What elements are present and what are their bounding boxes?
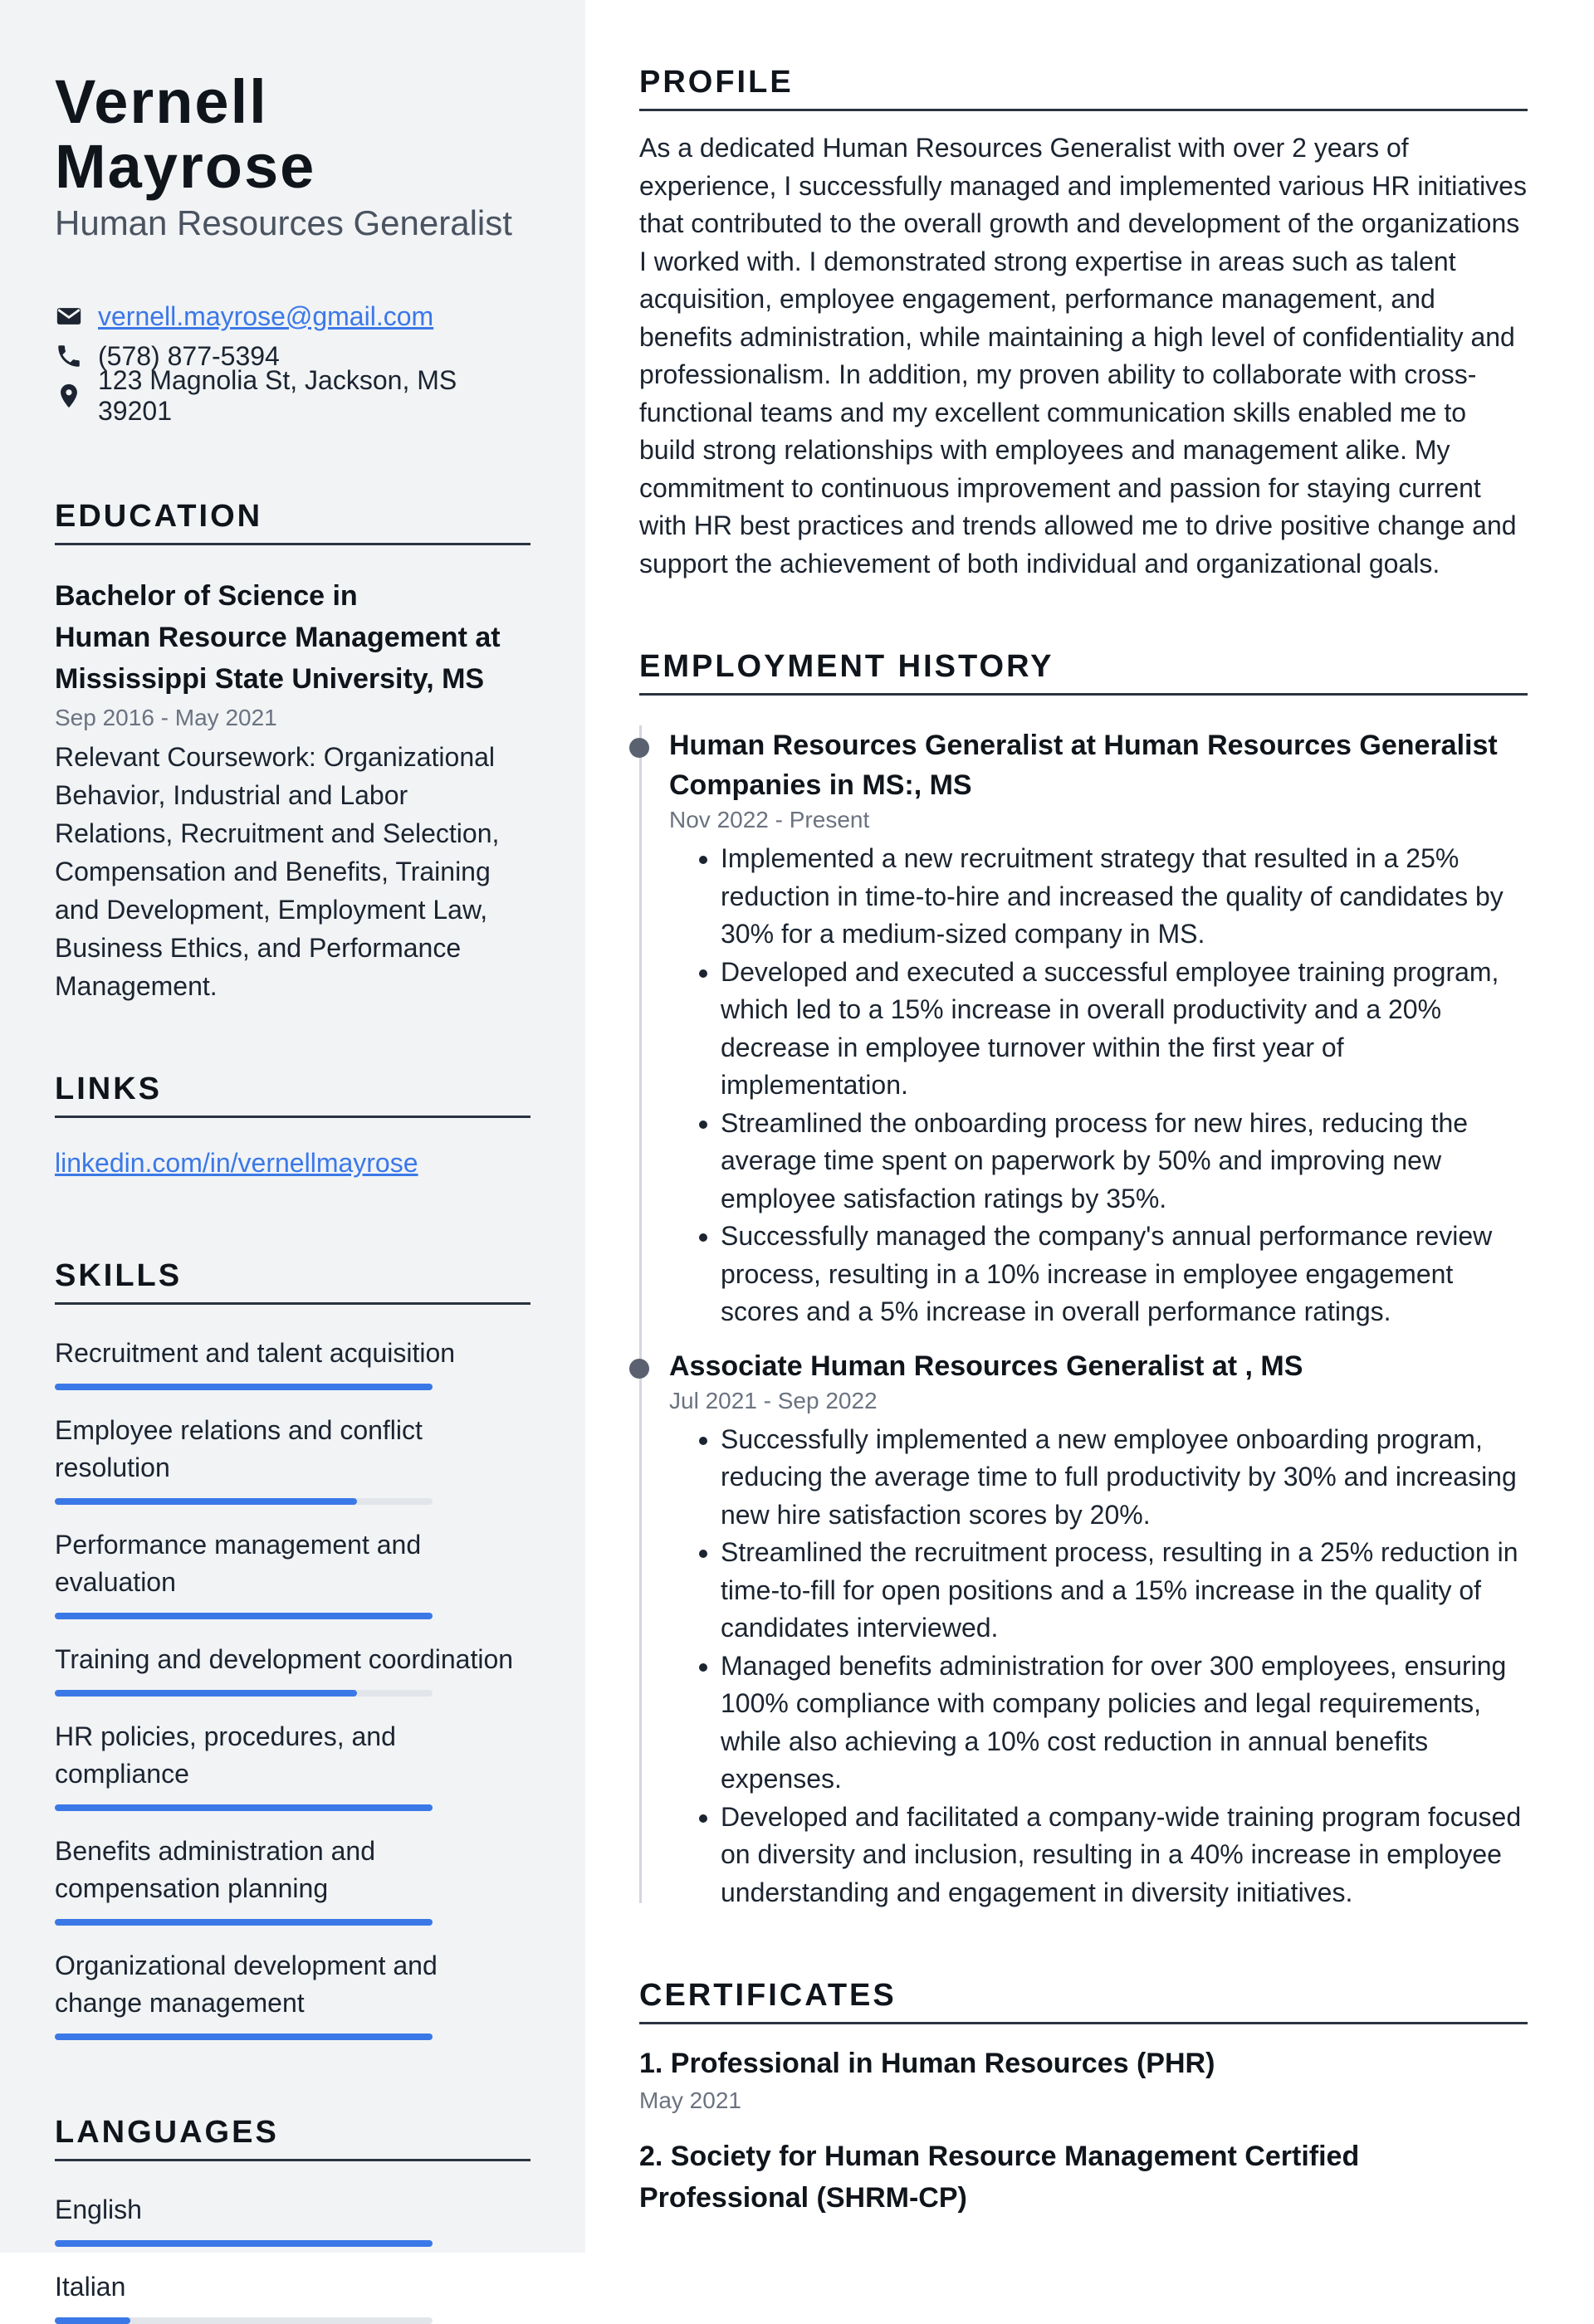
job-bullet-list: [669, 840, 1528, 1331]
level-bar-track: [55, 1804, 433, 1811]
level-bar-fill: [55, 2317, 130, 2324]
skills-list: [55, 1335, 531, 2040]
links-heading: LINKS: [55, 1072, 531, 1118]
skill-item: [55, 1526, 531, 1619]
degree-line-3: Mississippi State University, MS: [55, 663, 485, 696]
skills-heading: SKILLS: [55, 1258, 531, 1305]
job-entry: [669, 725, 1528, 1331]
languages-heading: LANGUAGES: [55, 2115, 531, 2161]
skill-item: [55, 1335, 531, 1390]
job-bullet: • Implemented a new recruitment strategy that resulted in a 25% reduction in time-to-hire and increased the quality of candidates by 30% for a medium-sized company in MS.: [721, 840, 1528, 954]
envelope-icon: [55, 302, 83, 330]
level-bar-track: [55, 1919, 433, 1926]
education-section: [55, 499, 531, 1005]
skill-name: Benefits administration and compensation planning: [55, 1836, 375, 1904]
degree-line-1: Bachelor of Science in: [55, 580, 358, 613]
job-bullet: • Streamlined the recruitment process, resulting in a 25% reduction in time-to-fill for open positions and a 15% increase in the quality of candidates interviewed.: [721, 1534, 1528, 1648]
level-bar-fill: [55, 2034, 433, 2040]
skill-name: Performance management and evaluation: [55, 1530, 422, 1598]
level-bar-fill: [55, 1498, 357, 1505]
profile-section: [639, 65, 1528, 583]
languages-list: [55, 2191, 531, 2324]
language-name: English: [55, 2195, 142, 2225]
timeline-line: [639, 725, 642, 1903]
job-entry: [669, 1346, 1528, 1912]
skill-item: [55, 1718, 531, 1811]
level-bar-track: [55, 2240, 433, 2247]
job-title: Associate Human Resources Generalist at , MS: [669, 1350, 1303, 1382]
job-bullet-list: [669, 1421, 1528, 1912]
map-pin-icon: [55, 382, 83, 410]
skill-name: HR policies, procedures, and compliance: [55, 1721, 396, 1789]
sidebar: [0, 0, 585, 2302]
timeline-dot: [629, 738, 649, 758]
language-item: [55, 2191, 531, 2247]
main-content: [585, 0, 1594, 2253]
linkedin-link[interactable]: linkedin.com/in/vernellmayrose: [55, 1148, 418, 1179]
certificates-heading: CERTIFICATES: [639, 1978, 1528, 2024]
language-name: Italian: [55, 2272, 126, 2302]
level-bar-fill: [55, 1384, 433, 1390]
certificate-date: May 2021: [639, 2087, 741, 2113]
candidate-title: Human Resources Generalist: [55, 203, 512, 243]
candidate-name: Vernell Mayrose: [55, 67, 316, 201]
links-section: [55, 1072, 531, 1179]
job-bullet: • Managed benefits administration for over 300 employees, ensuring 100% compliance with company policies and legal requirements, while also achieving a 10% cost reduction in annual benefits expenses.: [721, 1648, 1528, 1799]
certificate-title: 2. Society for Human Resource Management Certified Professional (SHRM-CP): [639, 2141, 1360, 2214]
email-link[interactable]: vernell.mayrose@gmail.com: [98, 300, 434, 331]
job-dates: Nov 2022 - Present: [669, 807, 870, 832]
level-bar-track: [55, 1498, 433, 1505]
certificates-section: [639, 1978, 1528, 2219]
job-dates: Jul 2021 - Sep 2022: [669, 1387, 878, 1413]
phone-number: (578) 877-5394: [98, 340, 280, 371]
languages-section: [55, 2115, 531, 2324]
skill-item: [55, 1641, 531, 1697]
employment-heading: EMPLOYMENT HISTORY: [639, 649, 1528, 696]
education-dates: Sep 2016 - May 2021: [55, 705, 277, 731]
skill-name: Training and development coordination: [55, 1644, 514, 1675]
level-bar-track: [55, 2317, 433, 2324]
level-bar-fill: [55, 1613, 433, 1619]
level-bar-fill: [55, 1804, 433, 1811]
level-bar-track: [55, 2034, 433, 2040]
level-bar-fill: [55, 1690, 357, 1697]
level-bar-fill: [55, 1919, 433, 1926]
certificate-title: 1. Professional in Human Resources (PHR): [639, 2048, 1215, 2079]
employment-timeline: [639, 725, 1528, 1911]
employment-section: [639, 649, 1528, 1911]
skill-name: Recruitment and talent acquisition: [55, 1338, 456, 1369]
skill-item: [55, 1833, 531, 1926]
contact-info: [55, 296, 531, 427]
job-title: Human Resources Generalist at Human Resources Generalist Companies in MS:, MS: [669, 730, 1498, 801]
address: 123 Magnolia St, Jackson, MS 39201: [98, 365, 457, 427]
skill-item: [55, 1412, 531, 1505]
job-bullet: • Successfully managed the company's annual performance review process, resulting in a 10% increase in employee engagement scores and a 5% increase in overall performance ratings.: [721, 1218, 1528, 1331]
education-coursework: Relevant Coursework: Organizational Behavior, Industrial and Labor Relations, Recruitment and Selection, Compensation and Benefits, Training and Development, Employment Law, Business Ethics, and Performance Management.: [55, 742, 500, 1002]
degree-line-2: Human Resource Management at: [55, 622, 501, 654]
skill-name: Organizational development and change management: [55, 1950, 438, 2019]
language-item: [55, 2268, 531, 2324]
contact-email-row: [55, 296, 531, 336]
level-bar-fill: [55, 2240, 433, 2247]
profile-text: As a dedicated Human Resources Generalist with over 2 years of experience, I successfully managed and implemented various HR initiatives that contributed to the overall growth and development of the organizations I worked with. I demonstrated strong expertise in areas such as talent acquisition, employee engagement, performance management, and benefits administration, while maintaining a high level of confidentiality and professionalism. In addition, my proven ability to collaborate with cross-functional teams and my excellent communication skills enabled me to build strong relationships with employees and management alike. My commitment to continuous improvement and passion for staying current with HR best practices and trends allowed me to drive positive change and support the achievement of both individual and organizational goals.: [639, 133, 1527, 579]
certificate-item: [639, 2043, 1528, 2114]
level-bar-track: [55, 1690, 433, 1697]
level-bar-track: [55, 1613, 433, 1619]
job-bullet: • Successfully implemented a new employee onboarding program, reducing the average time to full productivity by 30% and increasing new hire satisfaction scores by 20%.: [721, 1421, 1528, 1535]
skills-section: [55, 1258, 531, 2040]
job-bullet: • Streamlined the onboarding process for new hires, reducing the average time spent on paperwork by 50% and improving new employee satisfaction ratings by 35%.: [721, 1105, 1528, 1218]
phone-icon: [55, 342, 83, 370]
level-bar-track: [55, 1384, 433, 1390]
timeline-dot: [629, 1359, 649, 1379]
skill-item: [55, 1947, 531, 2040]
contact-address-row: [55, 365, 531, 427]
jobs-list: [669, 725, 1528, 1911]
profile-heading: PROFILE: [639, 65, 1528, 111]
skill-name: Employee relations and conflict resolution: [55, 1415, 423, 1483]
education-heading: EDUCATION: [55, 499, 531, 545]
certificate-item: [639, 2136, 1528, 2219]
job-bullet: • Developed and executed a successful employee training program, which led to a 15% increase in overall productivity and a 20% decrease in employee turnover within the first year of implementation.: [721, 954, 1528, 1105]
job-bullet: • Developed and facilitated a company-wide training program focused on diversity and inclusion, resulting in a 40% increase in employee understanding and engagement in diversity initiatives.: [721, 1799, 1528, 1912]
certificates-list: [639, 2043, 1528, 2219]
